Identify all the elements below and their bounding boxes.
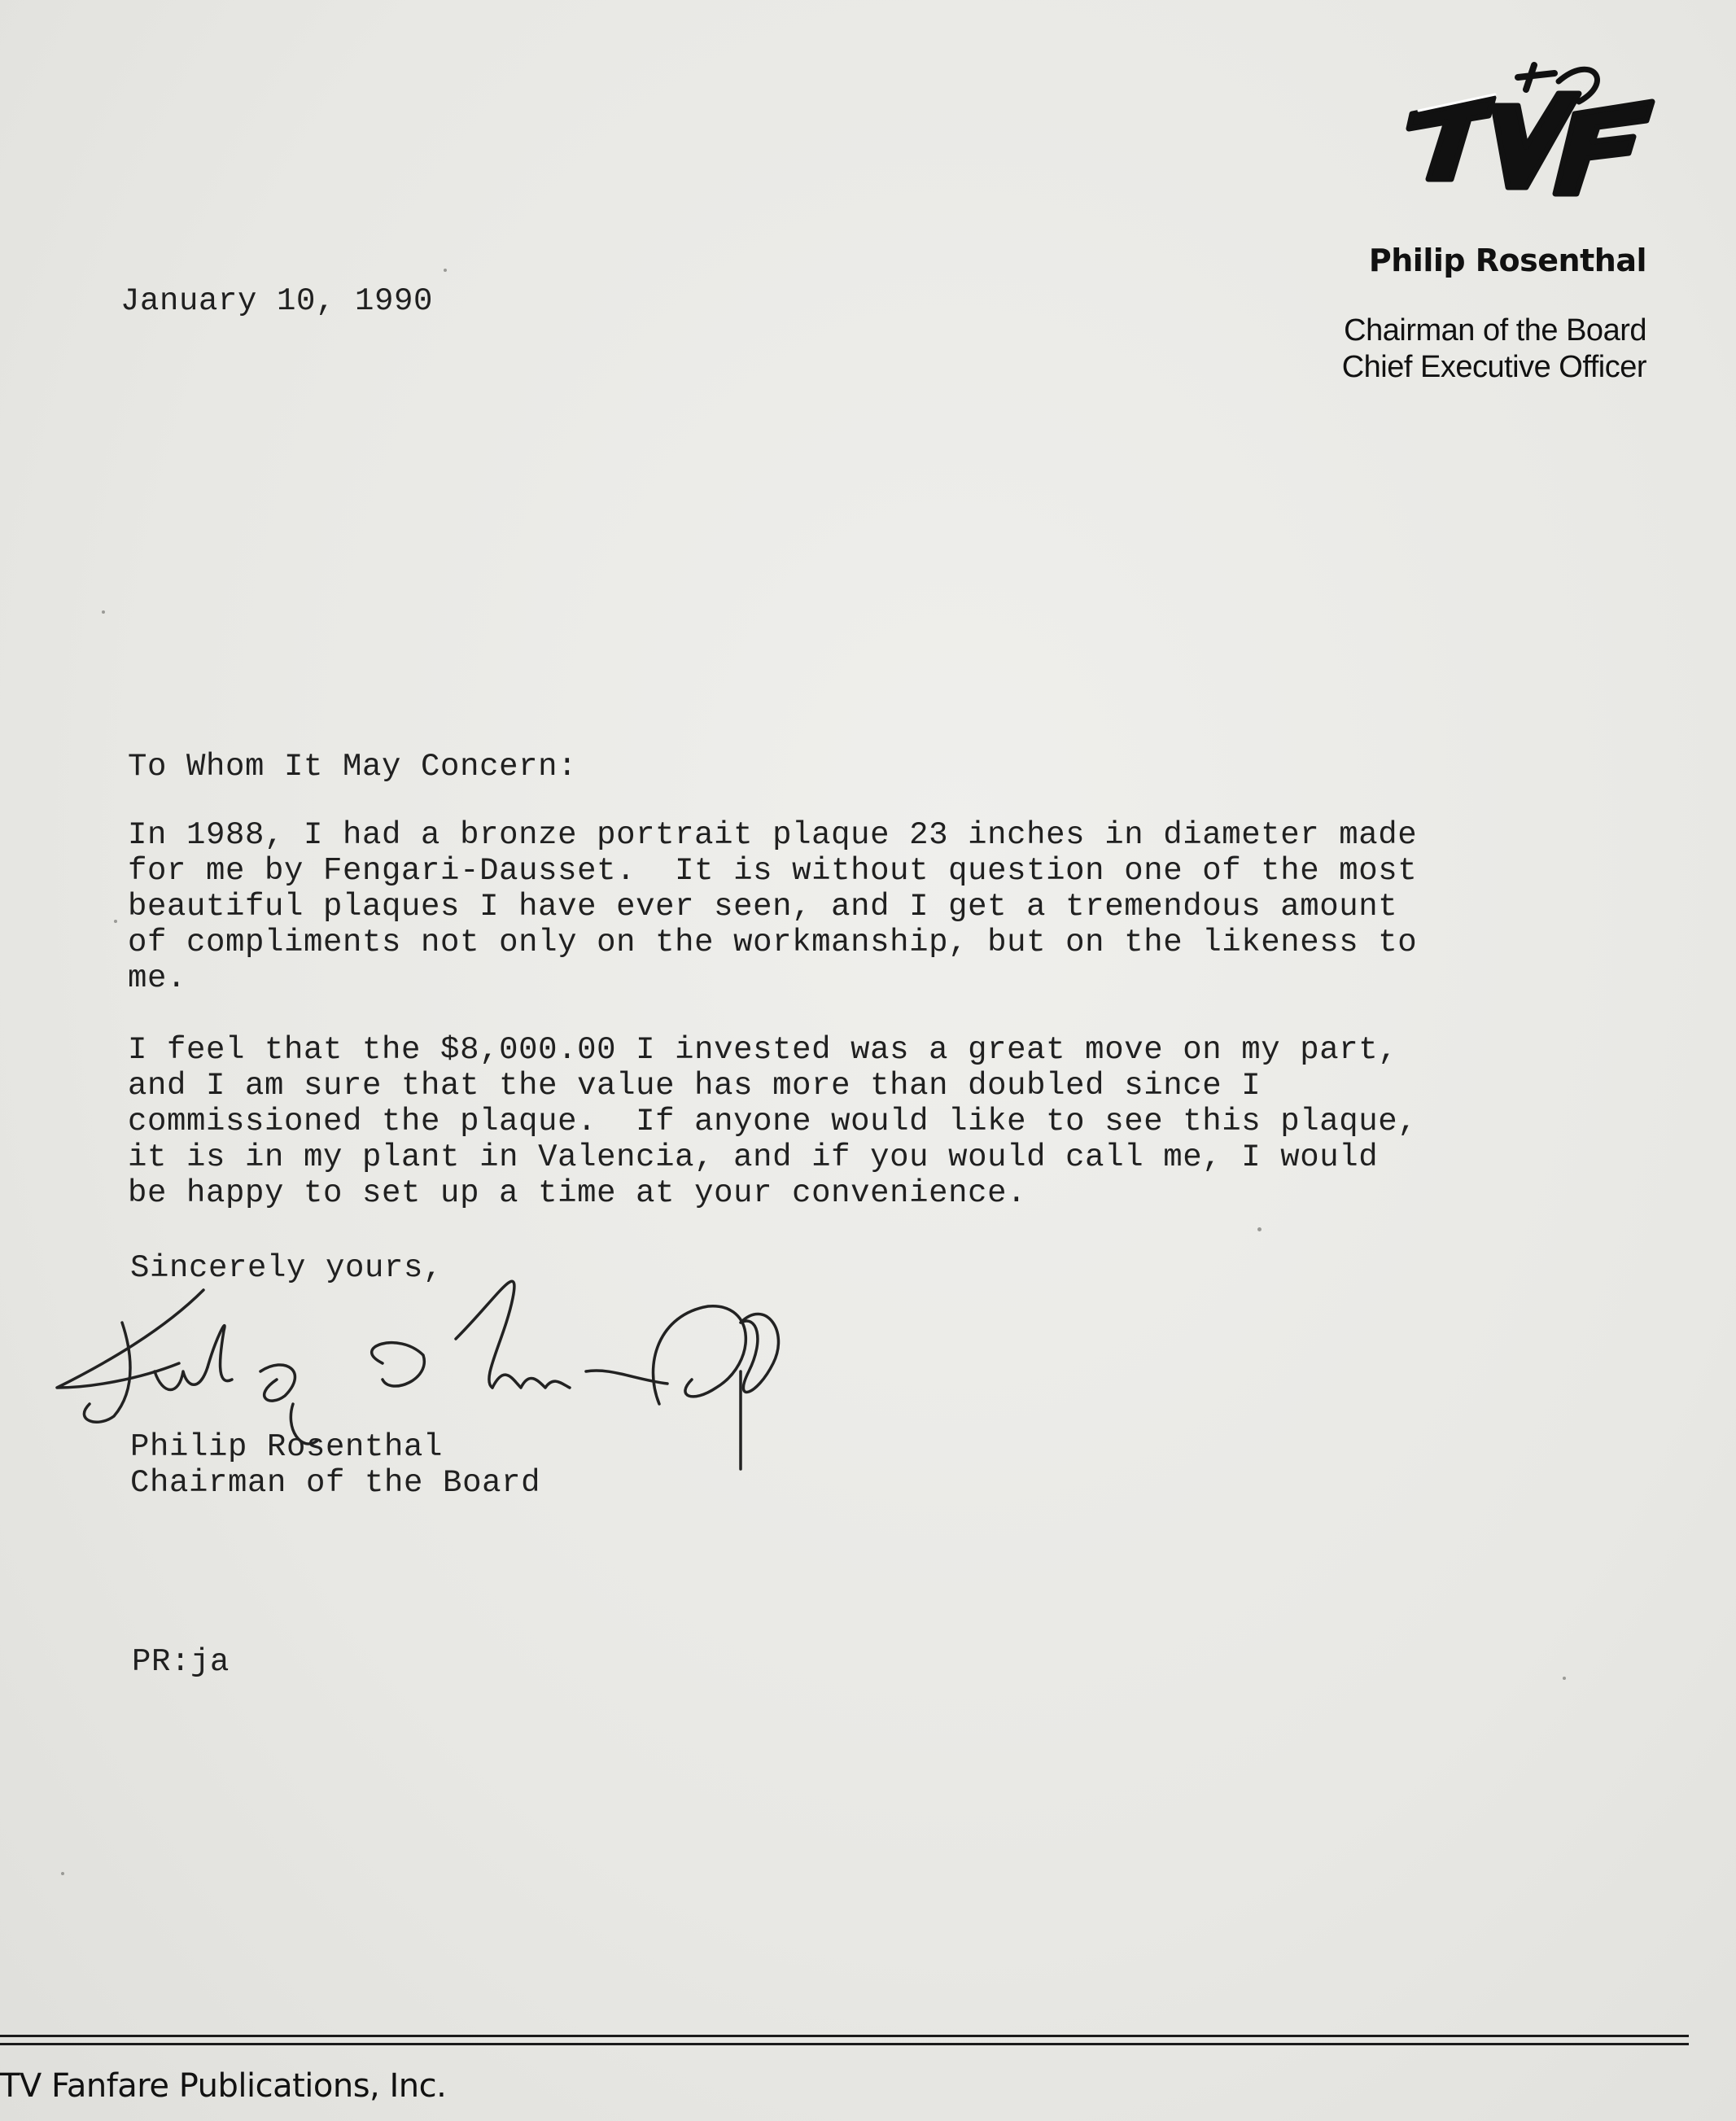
letterhead-executive-name: Philip Rosenthal	[1368, 243, 1646, 278]
letterhead-executive-title-2: Chief Executive Officer	[1341, 350, 1646, 384]
letter-paragraph-2: I feel that the $8,000.00 I invested was a great move on my part, and I am sure that the value has more than doubled since I commissioned the plaque. If anyone would like to see this plaque, it is in my plant in Valencia, and if you would call me, I would be happy to set up a time at your convenience.	[128, 1032, 1418, 1211]
paper-speck	[114, 920, 117, 923]
letter-salutation: To Whom It May Concern:	[128, 749, 578, 785]
paper-speck	[1563, 1677, 1566, 1680]
letterhead-executive-title: Chairman of the Board	[1344, 313, 1646, 348]
tvf-logo	[1404, 57, 1660, 203]
letter-date: January 10, 1990	[120, 283, 434, 319]
letter-closing: Sincerely yours,	[130, 1250, 444, 1286]
paper-speck	[102, 610, 105, 614]
typist-initials: PR:ja	[132, 1644, 230, 1680]
paper-speck	[444, 269, 447, 272]
footer-rule-bottom	[0, 2043, 1689, 2045]
signer-name: Philip Rosenthal	[130, 1429, 444, 1465]
signer-title: Chairman of the Board	[130, 1465, 541, 1501]
paper-speck	[1257, 1227, 1262, 1231]
footer-rule-top	[0, 2035, 1689, 2037]
letter-paragraph-1: In 1988, I had a bronze portrait plaque 23 inches in diameter made for me by Fengari-Dausset. It is without question one of the most beautiful plaques I have ever seen, and I get a tremendous amount of compliments not only on the workmanship, but on the likeness to me.	[128, 817, 1418, 996]
paper-speck	[61, 1872, 64, 1875]
footer-company-name: TV Fanfare Publications, Inc.	[0, 2067, 447, 2105]
